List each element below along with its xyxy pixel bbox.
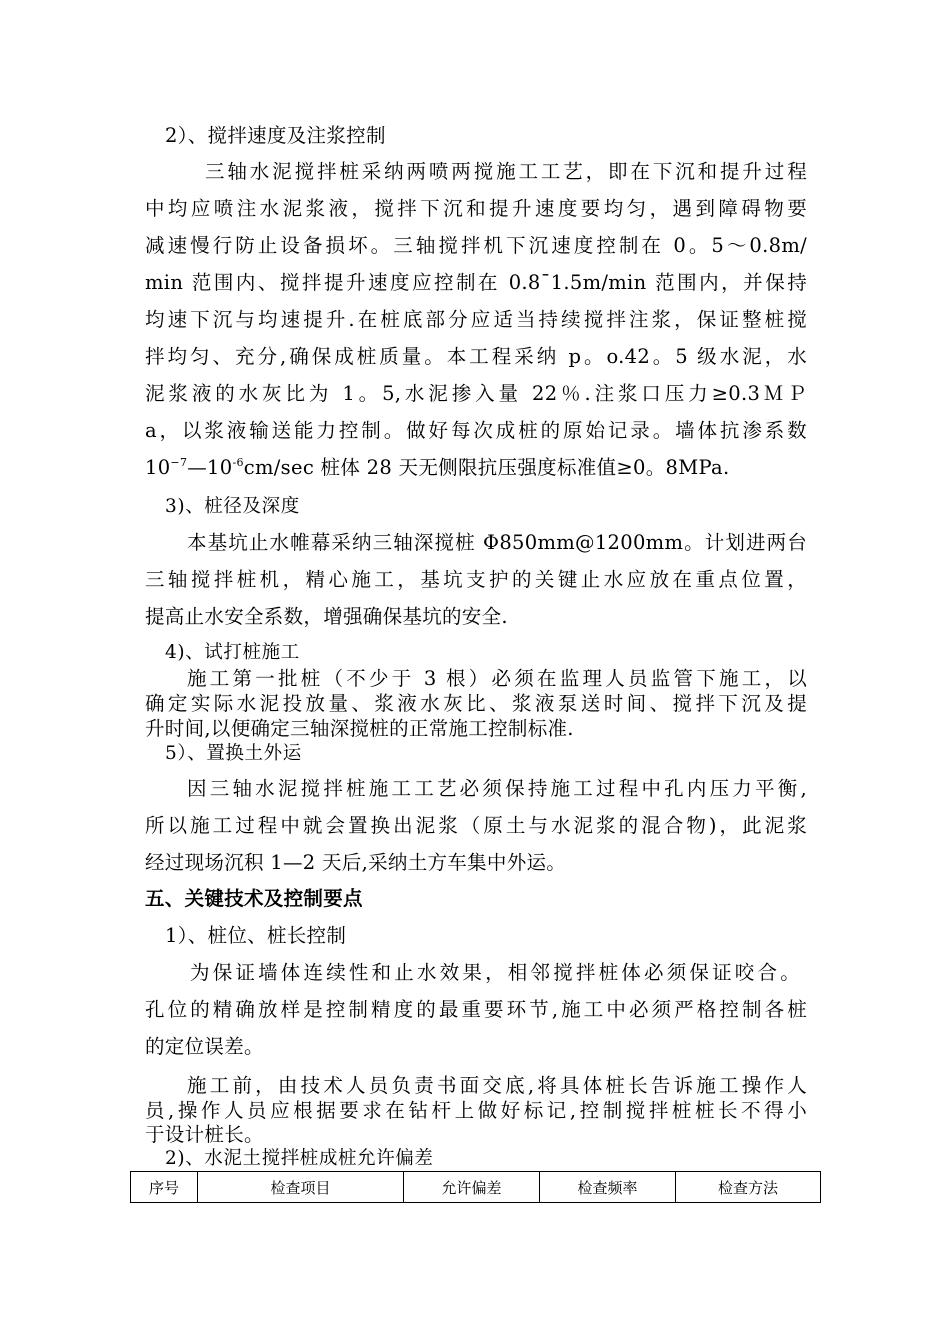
paragraph-line: 为保证墙体连续性和止水效果，相邻搅拌桩体必须保证咬合。 (190, 961, 800, 984)
section-heading-5: 5）、置换土外运 (165, 743, 302, 764)
paragraph-line: 员,操作人员应根据要求在钻杆上做好标记,控制搅拌桩桩长不得小 (145, 1099, 807, 1122)
paragraph-line: 的定位误差。 (145, 1035, 264, 1058)
section-heading-3: 3)、桩径及深度 (165, 496, 300, 517)
paragraph-line: 提高止水安全系数，增强确保基坑的安全. (145, 605, 508, 628)
chapter-heading-5: 五、关键技术及控制要点 (145, 887, 363, 910)
paragraph-line: 因三轴水泥搅拌桩施工工艺必须保持施工过程中孔内压力平衡, (187, 777, 807, 800)
col-header-index: 序号 (131, 1172, 198, 1203)
col-header-tolerance: 允许偏差 (404, 1172, 540, 1203)
perm-base-b: —10 (187, 456, 233, 479)
paragraph-line: 孔位的精确放样是控制精度的最重要环节,施工中必须严格控制各桩 (145, 998, 807, 1021)
section-heading-4: 4)、试打桩施工 (165, 642, 300, 663)
paragraph-line: 中均应喷注水泥浆液，搅拌下沉和提升速度要均匀，遇到障碍物要 (145, 197, 807, 220)
tolerance-table (130, 1171, 821, 1203)
col-header-method: 检查方法 (676, 1172, 821, 1203)
paragraph-line: 经过现场沉积 1—2 天后,采纳土方车集中外运。 (145, 851, 567, 874)
section-heading-2: 2）、搅拌速度及注浆控制 (165, 124, 386, 147)
col-header-item: 检查项目 (198, 1172, 404, 1203)
paragraph-line: 施工前，由技术人员负责书面交底,将具体桩长告诉施工操作人 (187, 1074, 807, 1097)
paragraph-line: min 范围内、搅拌提升速度应控制在 0.8¯1.5m/min 范围内，并保持 (145, 271, 807, 294)
section-heading-1: 1）、桩位、桩长控制 (165, 924, 347, 947)
paragraph-line: 拌均匀、充分,确保成桩质量。本工程采纳 p。o.42。5 级水泥，水 (145, 345, 807, 368)
paragraph-line: 施工第一批桩（不少于 3 根）必须在监理人员监管下施工，以 (187, 667, 807, 690)
paragraph-line: 确定实际水泥投放量、浆液水灰比、浆液泵送时间、搅拌下沉及提 (145, 692, 807, 715)
paragraph-line: 升时间,以便确定三轴深搅桩的正常施工控制标准. (145, 717, 574, 740)
paragraph-line: 三轴搅拌桩机，精心施工，基坑支护的关键止水应放在重点位置， (145, 568, 807, 591)
paragraph-line: 减速慢行防止设备损坏。三轴搅拌机下沉速度控制在 0。5～0.8m/ (145, 234, 807, 257)
col-header-frequency: 检查频率 (540, 1172, 676, 1203)
perm-rest: cm/sec 桩体 28 天无侧限抗压强度标准值≥0。8MPa. (243, 456, 730, 479)
paragraph-line: 所以施工过程中就会置换出泥浆（原土与水泥浆的混合物)，此泥浆 (145, 814, 807, 837)
paragraph-line: 三轴水泥搅拌桩采纳两喷两搅施工工艺，即在下沉和提升过程 (205, 160, 807, 183)
paragraph-line: 泥浆液的水灰比为 1。5,水泥掺入量 22％.注浆口压力≥0.3ＭＰ (145, 382, 807, 405)
table-header-row (131, 1172, 821, 1203)
paragraph-line: 于设计桩长。 (145, 1123, 264, 1146)
perm-base-a: 10 (145, 456, 171, 479)
section-heading-2b: 2)、水泥土搅拌桩成桩允许偏差 (165, 1148, 434, 1169)
perm-exponent-b: -6 (232, 456, 244, 469)
paragraph-line: 均速下沉与均速提升.在桩底部分应适当持续搅拌注浆，保证整桩搅 (145, 308, 807, 331)
paragraph-line-permeability (145, 456, 729, 480)
paragraph-line: 本基坑止水帷幕采纳三轴深搅桩 Φ850mm@1200mm。计划进两台 (187, 531, 807, 554)
perm-exponent-a: −7 (170, 456, 188, 469)
paragraph-line: a，以浆液输送能力控制。做好每次成桩的原始记录。墙体抗渗系数 (145, 419, 807, 442)
